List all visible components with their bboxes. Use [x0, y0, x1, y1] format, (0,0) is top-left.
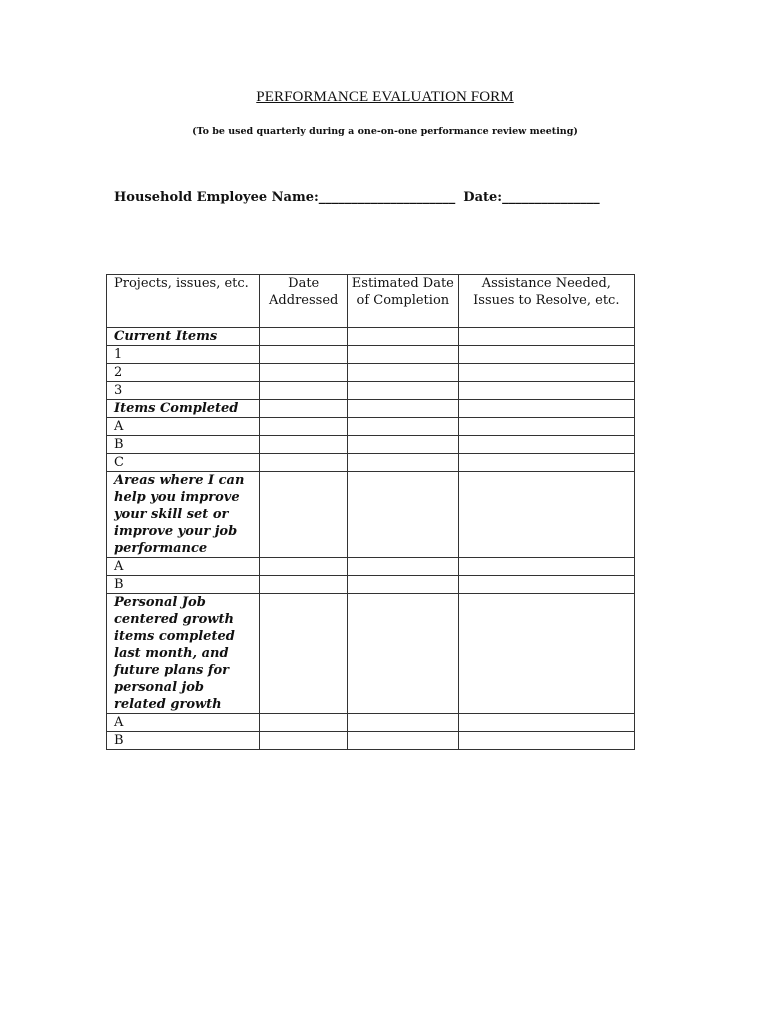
table-row [107, 364, 635, 382]
estimated-completion-cell[interactable] [348, 454, 459, 472]
row-label: 2 [107, 364, 260, 382]
row-label: Current Items [107, 328, 260, 346]
estimated-completion-cell[interactable] [348, 558, 459, 576]
table-row [107, 436, 635, 454]
table-row [107, 472, 635, 558]
date-addressed-cell[interactable] [260, 418, 348, 436]
form-subtitle: (To be used quarterly during a one-on-one performance review meeting) [192, 126, 578, 137]
date-label: Date: [463, 190, 503, 205]
date-addressed-cell[interactable] [260, 594, 348, 714]
row-label: C [107, 454, 260, 472]
employee-name-label: Household Employee Name: [114, 190, 319, 205]
table-row [107, 382, 635, 400]
date-addressed-cell[interactable] [260, 558, 348, 576]
date-addressed-cell[interactable] [260, 576, 348, 594]
estimated-completion-cell[interactable] [348, 714, 459, 732]
employee-fields [114, 190, 600, 205]
row-label: A [107, 714, 260, 732]
row-label: A [107, 418, 260, 436]
table-row [107, 328, 635, 346]
date-addressed-cell[interactable] [260, 346, 348, 364]
table-row [107, 454, 635, 472]
table-body [107, 328, 635, 750]
estimated-completion-cell[interactable] [348, 382, 459, 400]
date-addressed-cell[interactable] [260, 382, 348, 400]
estimated-completion-cell[interactable] [348, 594, 459, 714]
assistance-needed-cell[interactable] [458, 436, 634, 454]
assistance-needed-cell[interactable] [458, 328, 634, 346]
row-label: 3 [107, 382, 260, 400]
table-row [107, 346, 635, 364]
date-field[interactable]: _______________ [502, 190, 600, 205]
table-row [107, 732, 635, 750]
estimated-completion-cell[interactable] [348, 328, 459, 346]
estimated-completion-cell[interactable] [348, 576, 459, 594]
estimated-completion-cell[interactable] [348, 436, 459, 454]
table-row [107, 558, 635, 576]
table-row [107, 418, 635, 436]
assistance-needed-cell[interactable] [458, 400, 634, 418]
assistance-needed-cell[interactable] [458, 382, 634, 400]
assistance-needed-cell[interactable] [458, 558, 634, 576]
date-addressed-cell[interactable] [260, 364, 348, 382]
assistance-needed-cell[interactable] [458, 454, 634, 472]
date-addressed-cell[interactable] [260, 472, 348, 558]
evaluation-table [106, 274, 635, 750]
assistance-needed-cell[interactable] [458, 732, 634, 750]
estimated-completion-cell[interactable] [348, 732, 459, 750]
table-row [107, 714, 635, 732]
row-label: B [107, 576, 260, 594]
date-addressed-cell[interactable] [260, 454, 348, 472]
row-label: Areas where I can help you improve your skill set or improve your job performance [107, 472, 260, 558]
row-label: B [107, 436, 260, 454]
form-title: PERFORMANCE EVALUATION FORM [256, 89, 514, 105]
estimated-completion-cell[interactable] [348, 400, 459, 418]
header-estimated-completion: Estimated Date of Completion [348, 275, 459, 328]
date-addressed-cell[interactable] [260, 714, 348, 732]
estimated-completion-cell[interactable] [348, 472, 459, 558]
date-addressed-cell[interactable] [260, 400, 348, 418]
row-label: A [107, 558, 260, 576]
table-row [107, 594, 635, 714]
date-addressed-cell[interactable] [260, 732, 348, 750]
row-label: Items Completed [107, 400, 260, 418]
header-date-addressed: Date Addressed [260, 275, 348, 328]
assistance-needed-cell[interactable] [458, 418, 634, 436]
estimated-completion-cell[interactable] [348, 346, 459, 364]
header-assistance-needed: Assistance Needed, Issues to Resolve, etc. [458, 275, 634, 328]
assistance-needed-cell[interactable] [458, 364, 634, 382]
assistance-needed-cell[interactable] [458, 714, 634, 732]
assistance-needed-cell[interactable] [458, 576, 634, 594]
employee-name-field[interactable]: _____________________ [318, 190, 456, 205]
estimated-completion-cell[interactable] [348, 364, 459, 382]
table-row [107, 400, 635, 418]
row-label: 1 [107, 346, 260, 364]
row-label: B [107, 732, 260, 750]
table-row [107, 576, 635, 594]
assistance-needed-cell[interactable] [458, 594, 634, 714]
assistance-needed-cell[interactable] [458, 472, 634, 558]
header-projects: Projects, issues, etc. [107, 275, 260, 328]
row-label: Personal Job centered growth items completed last month, and future plans for personal job related growth [107, 594, 260, 714]
estimated-completion-cell[interactable] [348, 418, 459, 436]
date-addressed-cell[interactable] [260, 436, 348, 454]
assistance-needed-cell[interactable] [458, 346, 634, 364]
date-addressed-cell[interactable] [260, 328, 348, 346]
table-header-row [107, 275, 635, 328]
